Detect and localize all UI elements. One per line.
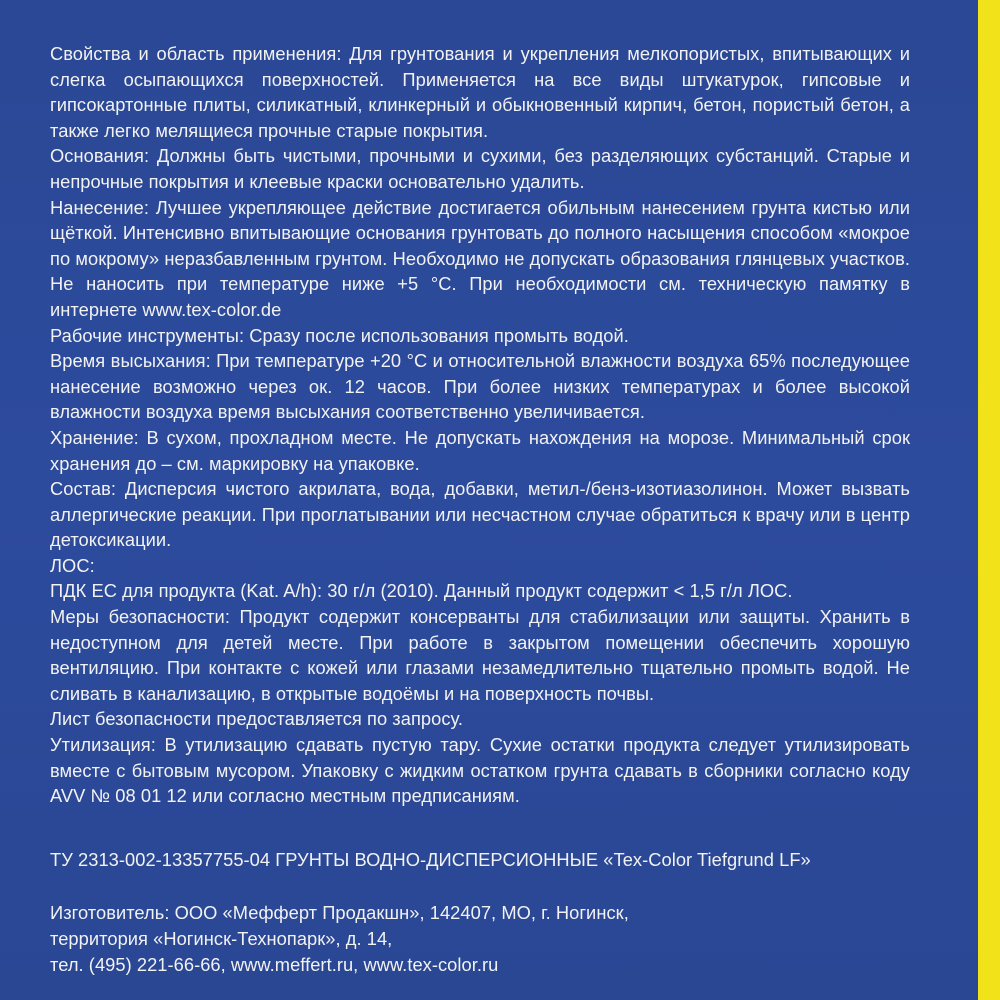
standard-line: ТУ 2313-002-13357755-04 ГРУНТЫ ВОДНО-ДИСПЕРСИОННЫЕ «Tex-Color Tiefgrund LF» (50, 848, 811, 870)
paragraph-application: Нанесение: Лучшее укрепляющее действие достигается обильным нанесением грунта кистью или щёткой. Интенсивно впитывающие основания грунтовать до полного насыщения способом «мокрое по мокрому» неразбавленным грунтом. Необходимо не допускать образования глянцевых участков. Не наносить при температуре ниже +5 °C. При необходимости см. техническую памятку в интернете www.tex-color.de (50, 196, 910, 320)
yellow-edge-stripe (978, 0, 1000, 1000)
paragraph-drying-time: Время высыхания: При температуре +20 °C и относительной влажности воздуха 65% последующее нанесение возможно через ок. 12 часов. При более низких температурах и более высокой влажности воздуха время высыхания соответственно увеличивается. (50, 350, 910, 423)
paragraph-voc-heading: ЛОС: (50, 554, 95, 576)
paragraph-substrates: Основания: Должны быть чистыми, прочными и сухими, без разделяющих субстанций. Старые и непрочные покрытия и клеевые краски основательно удалить. (50, 145, 910, 192)
manufacturer-line-3: тел. (495) 221-66-66, www.meffert.ru, www.tex-color.ru (50, 953, 499, 975)
paragraph-storage: Хранение: В сухом, прохладном месте. Не допускать нахождения на морозе. Минимальный срок хранения до – см. маркировку на упаковке. (50, 426, 910, 474)
paragraph-voc-limit: ПДК ЕС для продукта (Kat. A/h): 30 г/л (2010). Данный продукт содержит < 1,5 г/л ЛОС. (50, 580, 793, 602)
paragraph-disposal: Утилизация: В утилизацию сдавать пустую тару. Сухие остатки продукта следует утилизировать вместе с бытовым мусором. Упаковку с жидким остатком грунта сдавать в сборники согласно коду AVV № 08 01 12 или согласно местным предписаниям. (50, 734, 910, 807)
manufacturer-line-1: Изготовитель: ООО «Мефферт Продакшн», 142407, МО, г. Ногинск, (50, 902, 629, 924)
paragraph-safety-sheet: Лист безопасности предоставляется по запросу. (50, 708, 464, 730)
paragraph-composition: Состав: Дисперсия чистого акрилата, вода, добавки, метил-/бенз-изотиазолинон. Может вызвать аллергические реакции. При проглатывании или несчастном случае обратиться к врачу или в центр детоксикации. (50, 478, 910, 551)
manufacturer-line-2: территория «Ногинск-Технопарк», д. 14, (50, 928, 393, 949)
paragraph-tools: Рабочие инструменты: Сразу после использования промыть водой. (50, 324, 629, 346)
product-label-text (50, 41, 910, 977)
paragraph-properties: Свойства и область применения: Для грунтования и укрепления мелкопористых, впитывающих и слегка осыпающихся поверхностей. Применяется на все виды штукатурок, гипсовые и гипсокартонные плиты, силикатный, клинкерный и обыкновенный кирпич, бетон, пористый бетон, а также легко мелящиеся прочные старые покрытия. (50, 43, 910, 141)
paragraph-safety: Меры безопасности: Продукт содержит консерванты для стабилизации или защиты. Хранить в недоступном для детей месте. При работе в закрытом помещении обеспечить хорошую вентиляцию. При контакте с кожей или глазами незамедлительно тщательно промыть водой. Не сливать в канализацию, в открытые водоёмы и на поверхность почвы. (50, 606, 910, 704)
